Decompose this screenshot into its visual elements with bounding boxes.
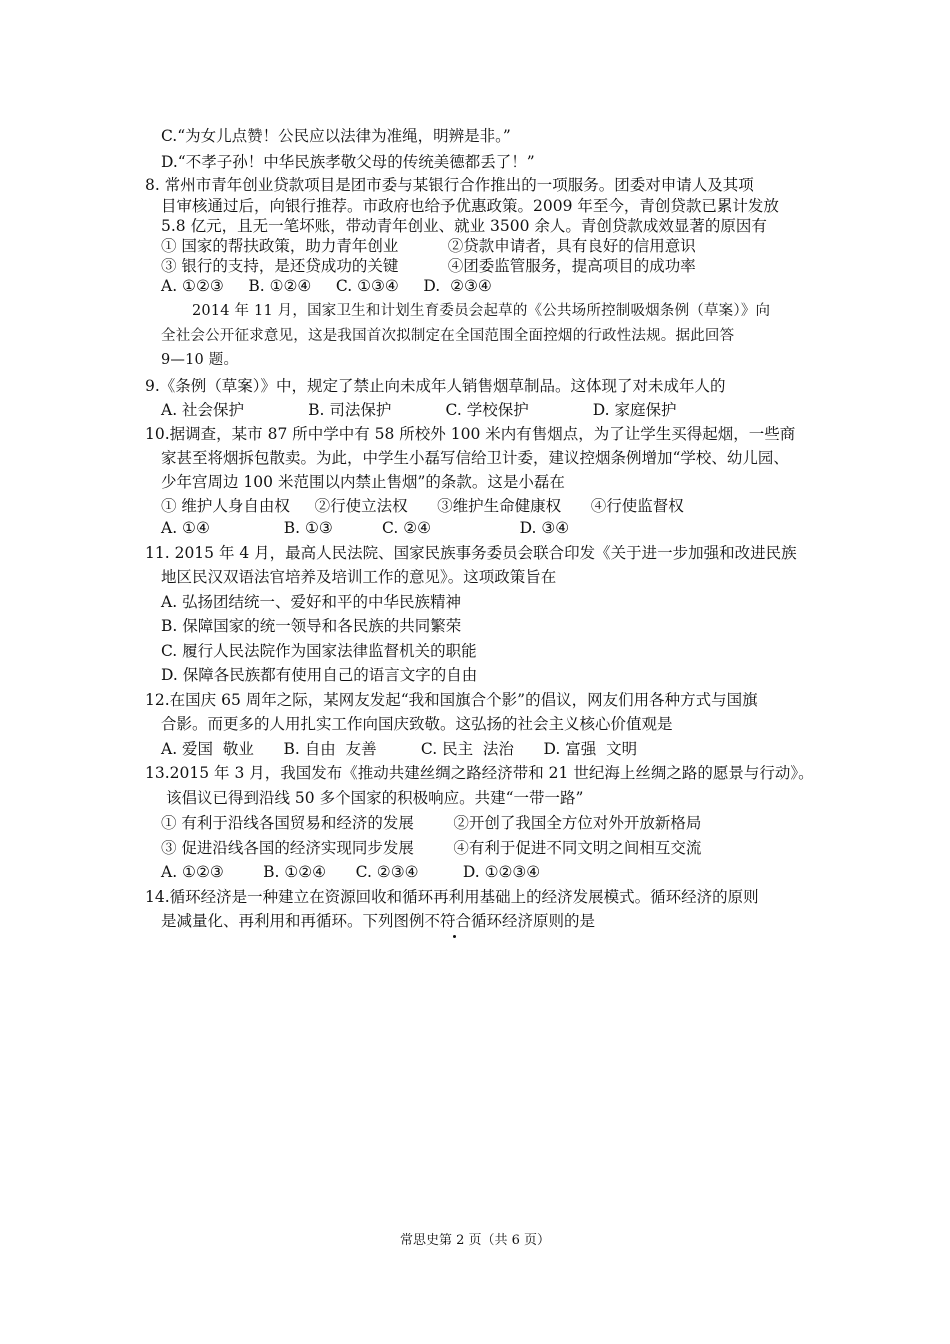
question-11-line-2: 地区民汉双语法官培养及培训工作的意见》。这项政策旨在 <box>161 568 557 586</box>
question-8-options: A. ①②③ B. ①②④ C. ①③④ D. ②③④ <box>161 277 492 295</box>
question-10-line-3: 少年宫周边 100 米范围以内禁止售烟”的条款。这是小磊在 <box>161 473 565 491</box>
material-line-1: 2014 年 11 月，国家卫生和计划生育委员会起草的《公共场所控制吸烟条例（草案）》向 <box>192 303 771 319</box>
question-11-option-d: D. 保障各民族都有使用自己的语言文字的自由 <box>161 666 478 684</box>
question-9-options: A. 社会保护 B. 司法保护 C. 学校保护 D. 家庭保护 <box>161 401 677 419</box>
question-12-options: A. 爱国 敬业 B. 自由 友善 C. 民主 法治 D. 富强 文明 <box>161 740 638 758</box>
question-10-options: A. ①④ B. ①③ C. ②④ D. ③④ <box>161 519 570 537</box>
question-10-line-2: 家甚至将烟拆包散卖。为此，中学生小磊写信给卫计委，建议控烟条例增加“学校、幼儿园、 <box>161 449 789 467</box>
question-8-line-1: 8. 常州市青年创业贷款项目是团市委与某银行合作推出的一项服务。团委对申请人及其项 <box>145 176 754 194</box>
question-13-options: A. ①②③ B. ①②④ C. ②③④ D. ①②③④ <box>161 863 541 881</box>
question-11-option-c: C. 履行人民法院作为国家法律监督机关的职能 <box>161 642 477 660</box>
question-13-line-1: 13.2015 年 3 月，我国发布《推动共建丝绸之路经济带和 21 世纪海上丝绸之路的愿景与行动》。 <box>145 764 814 782</box>
question-10-statements: ① 维护人身自由权 ②行使立法权 ③维护生命健康权 ④行使监督权 <box>161 497 684 515</box>
material-line-2: 全社会公开征求意见，这是我国首次拟制定在全国范围全面控烟的行政性法规。据此回答 <box>161 328 735 344</box>
question-10-line-1: 10.据调查，某市 87 所中学中有 58 所校外 100 米内有售烟点，为了让学生买得起烟，一些商 <box>145 425 796 443</box>
question-13-line-2: 该倡议已得到沿线 50 多个国家的积极响应。共建“一带一路” <box>166 789 584 807</box>
line-d-option-q7: D.“不孝子孙！中华民族孝敬父母的传统美德都丢了！” <box>161 153 535 171</box>
question-13-statements-1: ① 有利于沿线各国贸易和经济的发展 ②开创了我国全方位对外开放新格局 <box>161 814 702 832</box>
question-8-statements-2: ③ 银行的支持，是还贷成功的关键 ④团委监管服务，提高项目的成功率 <box>161 257 696 275</box>
question-11-option-b: B. 保障国家的统一领导和各民族的共同繁荣 <box>161 617 462 635</box>
question-13-statements-2: ③ 促进沿线各国的经济实现同步发展 ④有利于促进不同文明之间相互交流 <box>161 839 702 857</box>
question-8-line-2: 目审核通过后，向银行推荐。市政府也给予优惠政策。2009 年至今，青创贷款已累计发放 <box>161 197 779 215</box>
question-12-line-1: 12.在国庆 65 周年之际，某网友发起“我和国旗合个影”的倡议，网友们用各种方式与国旗 <box>145 691 758 709</box>
question-11-line-1: 11. 2015 年 4 月，最高人民法院、国家民族事务委员会联合印发《关于进一步加强和改进民族 <box>145 544 797 562</box>
question-8-statements-1: ① 国家的帮扶政策，助力青年创业 ②贷款申请者，具有良好的信用意识 <box>161 237 696 255</box>
emphasis-dot <box>453 935 456 938</box>
page-footer: 常思史第 2 页（共 6 页） <box>399 1233 551 1248</box>
question-14-line-2: 是减量化、再利用和再循环。下列图例不符合循环经济原则的是 <box>161 912 596 930</box>
question-11-option-a: A. 弘扬团结统一、爱好和平的中华民族精神 <box>161 593 462 611</box>
question-12-line-2: 合影。而更多的人用扎实工作向国庆致敬。这弘扬的社会主义核心价值观是 <box>161 715 673 733</box>
question-14-line-1: 14.循环经济是一种建立在资源回收和循环再利用基础上的经济发展模式。循环经济的原则 <box>145 888 759 906</box>
question-8-line-3: 5.8 亿元，且无一笔坏账，带动青年创业、就业 3500 余人。青创贷款成效显著的原因有 <box>161 217 767 235</box>
line-c-option-q7: C.“为女儿点赞！公民应以法律为准绳，明辨是非。” <box>161 127 511 145</box>
question-9-stem: 9.《条例（草案）》中，规定了禁止向未成年人销售烟草制品。这体现了对未成年人的 <box>145 377 726 395</box>
material-line-3: 9—10 题。 <box>161 352 239 368</box>
